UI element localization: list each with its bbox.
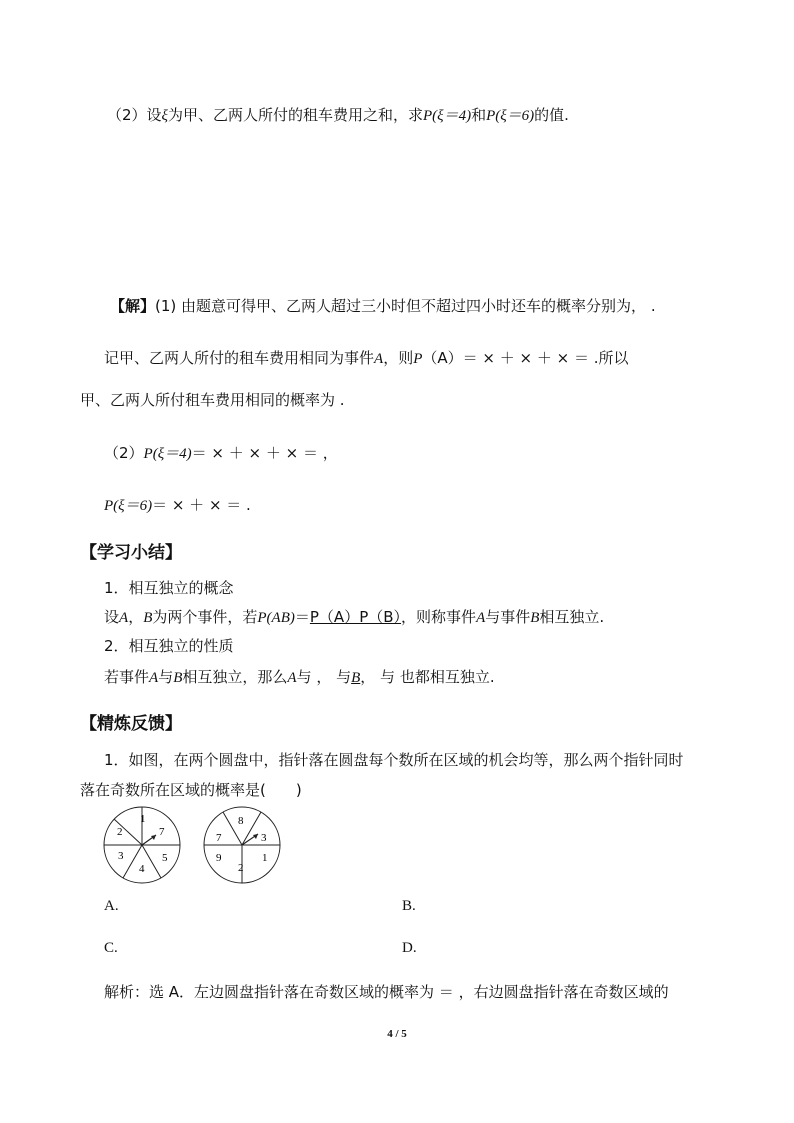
summary-item-2-title: 2．相互独立的性质 (104, 637, 234, 655)
option-b[interactable]: B. (402, 898, 416, 914)
definition-underlined-formula: P（A）P（B） (309, 608, 402, 626)
left-disk-label: 1 (140, 813, 146, 825)
left-disk-label: 5 (162, 852, 168, 864)
page-number: 4 / 5 (387, 1028, 407, 1040)
spinner-figure (100, 805, 290, 885)
option-a[interactable]: A. (104, 898, 119, 914)
solution-line-2: 记甲、乙两人所付的租车费用相同为事件A，则P（A）＝ × ＋ × ＋ × ＝ .所以 (104, 349, 629, 367)
question-1-line-1: 1．如图，在两个圆盘中，指针落在圆盘每个数所在区域的机会均等，那么两个指针同时 (104, 751, 684, 769)
solution-line-4: （2）P(ξ＝4)＝ × ＋ × ＋ × ＝ ， (104, 444, 338, 462)
solution-line-5: P(ξ＝6)＝ × ＋ × ＝ . (104, 496, 251, 514)
left-disk-label: 2 (117, 826, 123, 838)
right-disk-label: 3 (261, 832, 267, 844)
summary-item-1-title: 1．相互独立的概念 (104, 579, 234, 597)
right-spinner-disk (204, 807, 280, 883)
right-disk-label: 2 (238, 862, 244, 874)
left-disk-label: 7 (159, 826, 165, 838)
left-spinner-disk (104, 807, 180, 883)
left-disk-label: 3 (118, 850, 124, 862)
option-c[interactable]: C. (104, 940, 118, 956)
right-disk-label: 9 (216, 852, 222, 864)
solution-line-3: 甲、乙两人所付租车费用相同的概率为 . (80, 391, 345, 409)
independence-property: 若事件A与B相互独立，那么A与 ， 与B， 与 也都相互独立. (104, 668, 495, 686)
analysis-line: 解析：选 A．左边圆盘指针落在奇数区域的概率为 ＝ ，右边圆盘指针落在奇数区域的 (104, 983, 669, 1001)
left-disk-label: 4 (139, 863, 145, 875)
right-disk-label: 8 (238, 815, 244, 827)
independence-definition: 设A，B为两个事件，若P(AB)＝P（A）P（B），则称事件A与事件B相互独立. (104, 608, 605, 626)
practice-heading: 【精炼反馈】 (80, 714, 182, 734)
solution-line-1: 【解】(1) 由题意可得甲、乙两人超过三小时但不超过四小时还车的概率分别为， . (110, 297, 656, 315)
right-disk-label: 1 (262, 852, 268, 864)
right-disk-label: 7 (216, 832, 222, 844)
question-1-line-2: 落在奇数所在区域的概率是( ) (80, 781, 302, 799)
option-d[interactable]: D. (402, 940, 417, 956)
summary-heading: 【学习小结】 (80, 543, 182, 563)
question-2-line: （2）设ξ为甲、乙两人所付的租车费用之和，求P(ξ＝4)和P(ξ＝6)的值. (107, 106, 569, 124)
